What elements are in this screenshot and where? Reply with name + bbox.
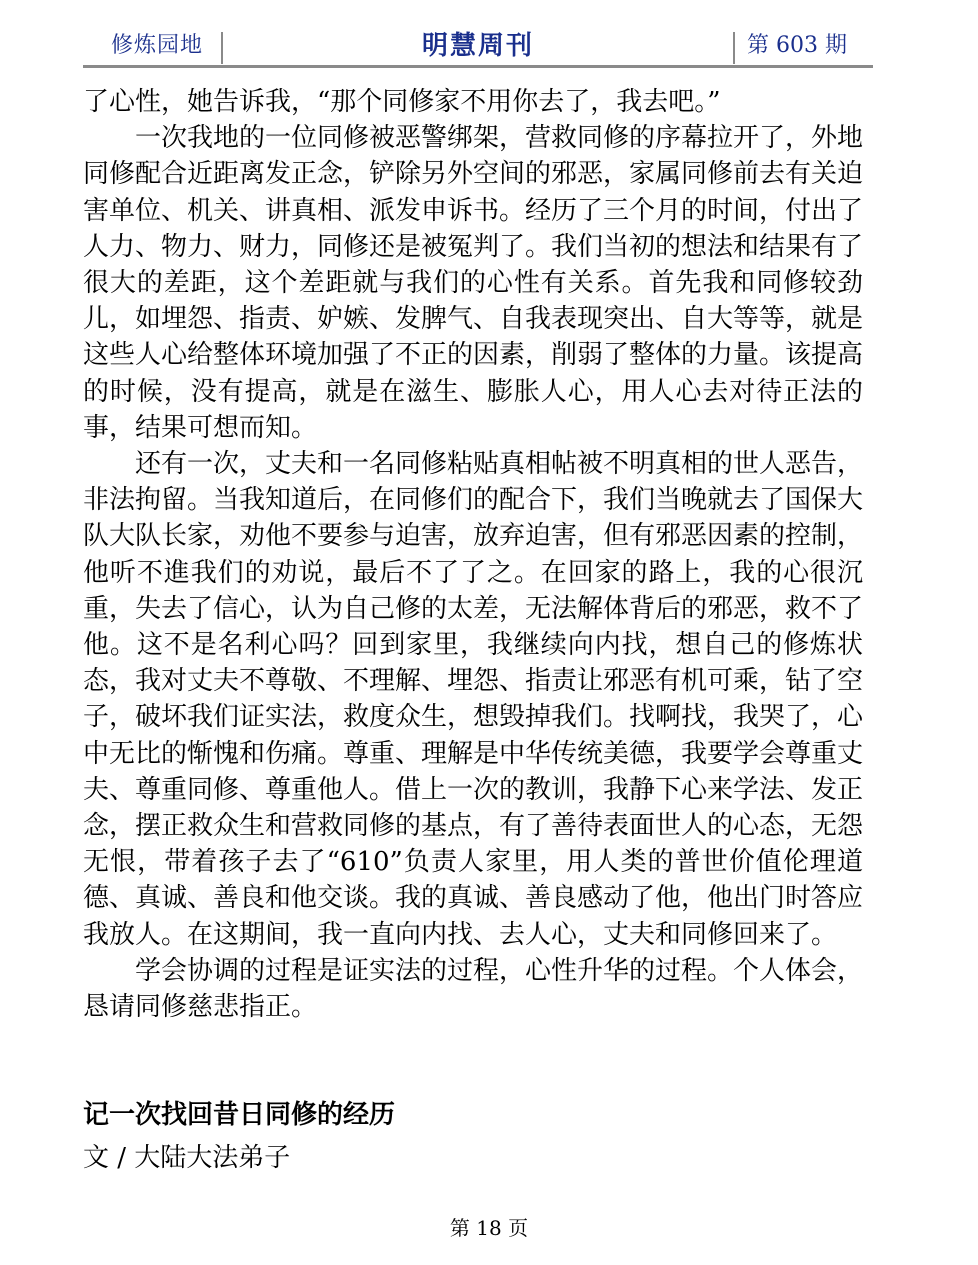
header-issue-number: 第 603 期: [747, 33, 847, 58]
next-article-title: 记一次找回昔日同修的经历: [83, 1100, 396, 1130]
page-header: [83, 22, 873, 68]
header-divider-right: [733, 32, 735, 64]
page-number: 第 18 页: [449, 1216, 529, 1240]
paragraph-4: 学会协调的过程是证实法的过程，心性升华的过程。个人体会，恳请同修慈悲指正。: [83, 955, 864, 1023]
paragraph-3: 还有一次，丈夫和一名同修粘贴真相帖被不明真相的世人恶告，非法拘留。当我知道后，在同修们的配合下，我们当晚就去了国保大队大队长家，劝他不要参与迫害，放弃迫害，但有邪恶因素的控制，他听不進我们的劝说，最后不了了之。在回家的路上，我的心很沉重，失去了信心，认为自己修的太差，无法解体背后的邪恶，救不了他。这不是名利心吗？回到家里，我继续向内找，想自己的修炼状态，我对丈夫不尊敬、不理解、埋怨、指责让邪恶有机可乘，钻了空子，破坏我们证实法，救度众生，想毁掉我们。找啊找，我哭了，心中无比的惭愧和伤痛。尊重、理解是中华传统美德，我要学会尊重丈夫、尊重同修、尊重他人。借上一次的教训，我静下心来学法、发正念，摆正救众生和营救同修的基点，有了善待表面世人的心态，无怨无恨，带着孩子去了“610”负责人家里，用人类的普世价值伦理道德、真诚、善良和他交谈。我的真诚、善良感动了他，他出门时答应我放人。在这期间，我一直向内找、去人心，丈夫和同修回来了。: [83, 449, 864, 950]
paragraph-1: 了心性，她告诉我，“那个同修家不用你去了，我去吧。”: [83, 87, 721, 117]
header-section-label: 修炼园地: [111, 33, 204, 58]
paragraph-2: 一次我地的一位同修被恶警绑架，营救同修的序幕拉开了，外地同修配合近距离发正念，铲除另外空间的邪恶，家属同修前去有关迫害单位、机关、讲真相、派发申诉书。经历了三个月的时间，付出了人力、物力、财力，同修还是被冤判了。我们当初的想法和结果有了很大的差距，这个差距就与我们的心性有关系。首先我和同修较劲儿，如埋怨、指责、妒嫉、发脾气、自我表现突出、自大等等，就是这些人心给整体环境加强了不正的因素，削弱了整体的力量。该提高的时候，没有提高，就是在滋生、膨胀人心，用人心去对待正法的事，结果可想而知。: [83, 123, 864, 443]
header-publication-title: 明慧周刊: [421, 31, 534, 61]
header-rule: [83, 65, 873, 68]
next-article-byline: 文 / 大陆大法弟子: [83, 1143, 291, 1173]
article-body: [83, 84, 863, 1025]
